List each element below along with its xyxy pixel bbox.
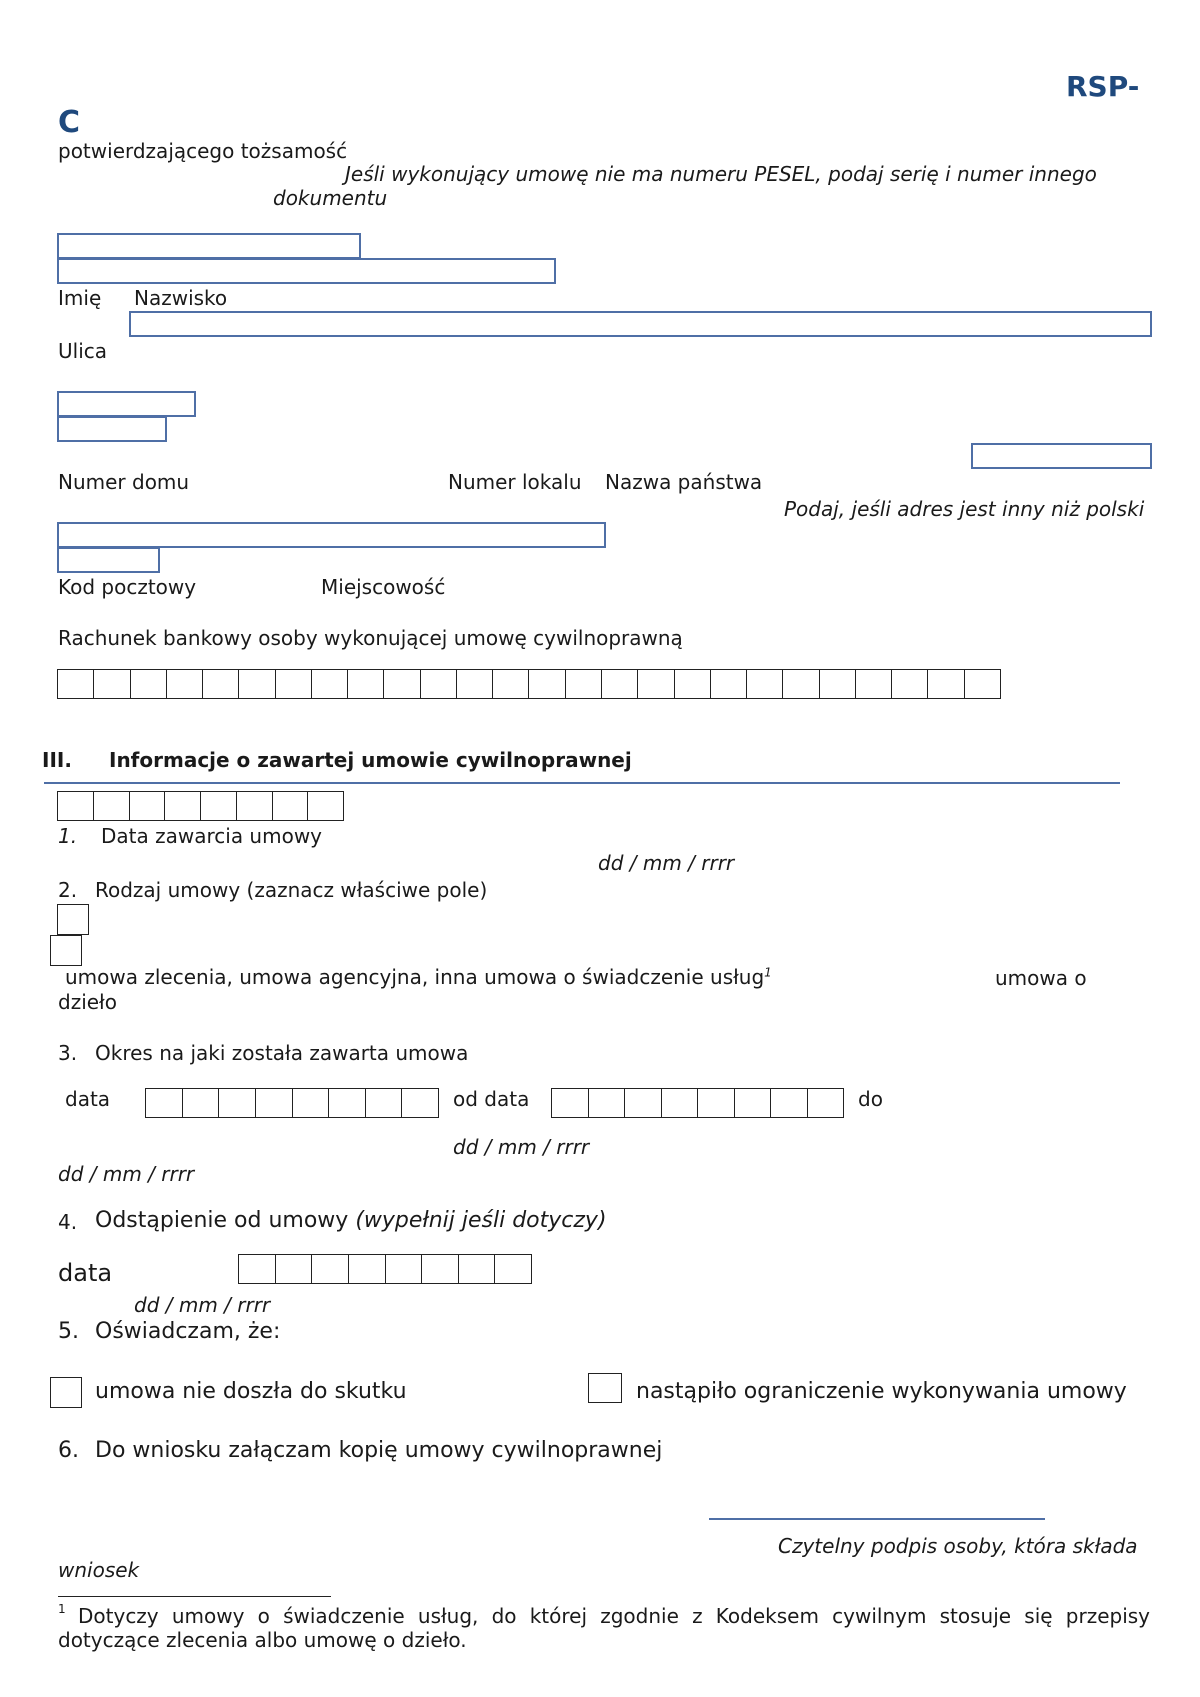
digit-cell[interactable] — [495, 1254, 532, 1284]
digit-cell[interactable] — [366, 1088, 403, 1118]
period-end-format: dd / mm / rrrr — [453, 1135, 590, 1159]
footnote-mark: 1 — [58, 1602, 66, 1616]
period-start-format: dd / mm / rrrr — [58, 1162, 195, 1186]
digit-cell[interactable] — [219, 1088, 256, 1118]
bank-account-cells[interactable] — [57, 669, 1001, 699]
limitation-checkbox[interactable] — [588, 1373, 622, 1403]
item6-label: Do wniosku załączam kopię umowy cywilnoprawnej — [95, 1438, 663, 1463]
digit-cell[interactable] — [239, 669, 275, 699]
country-field[interactable] — [57, 522, 606, 548]
digit-cell[interactable] — [625, 1088, 662, 1118]
digit-cell[interactable] — [735, 1088, 772, 1118]
digit-cell[interactable] — [566, 669, 602, 699]
digit-cell[interactable] — [293, 1088, 330, 1118]
withdrawal-date-label: data — [58, 1259, 113, 1287]
digit-cell[interactable] — [308, 791, 344, 821]
digit-cell[interactable] — [747, 669, 783, 699]
first-name-field[interactable] — [57, 258, 556, 284]
digit-cell[interactable] — [892, 669, 928, 699]
digit-cell[interactable] — [928, 669, 964, 699]
footnote-line2: dotyczące zlecenia albo umowę o dzieło. — [58, 1628, 467, 1652]
digit-cell[interactable] — [602, 669, 638, 699]
digit-cell[interactable] — [348, 669, 384, 699]
postal-code-label: Kod pocztowy — [58, 575, 197, 599]
digit-cell[interactable] — [638, 669, 674, 699]
bank-account-label: Rachunek bankowy osoby wykonującej umowę cywilnoprawną — [58, 626, 683, 650]
contract-type-option1 — [65, 965, 772, 989]
item3-label: Okres na jaki została zawarta umowa — [95, 1041, 469, 1065]
identity-doc-label: potwierdzającego tożsamość — [58, 139, 348, 163]
digit-cell[interactable] — [94, 669, 130, 699]
city-label: Miejscowość — [321, 575, 446, 599]
item2-label: Rodzaj umowy (zaznacz właściwe pole) — [95, 878, 488, 902]
digit-cell[interactable] — [783, 669, 819, 699]
not-effective-checkbox[interactable] — [50, 1377, 82, 1408]
postal-code-field[interactable] — [57, 547, 160, 573]
digit-cell[interactable] — [273, 791, 309, 821]
item5-number: 5. — [58, 1319, 79, 1344]
digit-cell[interactable] — [312, 669, 348, 699]
identity-doc-field[interactable] — [57, 233, 361, 259]
digit-cell[interactable] — [386, 1254, 423, 1284]
period-start-label: data — [65, 1087, 111, 1111]
digit-cell[interactable] — [276, 1254, 313, 1284]
digit-cell[interactable] — [698, 1088, 735, 1118]
footnote-line1: Dotyczy umowy o świadczenie usług, do której zgodnie z Kodeksem cywilnym stosuje się przepisy — [78, 1604, 1150, 1628]
digit-cell[interactable] — [256, 1088, 293, 1118]
item6-number: 6. — [58, 1438, 79, 1463]
first-name-label: Imię — [58, 286, 102, 310]
identity-note-line1: Jeśli wykonujący umowę nie ma numeru PESEL, podaj serię i numer innego — [345, 162, 1097, 186]
digit-cell[interactable] — [58, 669, 94, 699]
contract-type-option2-part1: umowa o — [995, 966, 1087, 990]
digit-cell[interactable] — [94, 791, 130, 821]
digit-cell[interactable] — [349, 1254, 386, 1284]
footnote-separator — [58, 1596, 331, 1597]
limitation-label: nastąpiło ograniczenie wykonywania umowy — [636, 1379, 1127, 1404]
country-note: Podaj, jeśli adres jest inny niż polski — [784, 497, 1145, 521]
period-end-cells[interactable] — [551, 1088, 844, 1118]
digit-cell[interactable] — [203, 669, 239, 699]
section-divider — [44, 782, 1120, 784]
item1-label: Data zawarcia umowy — [101, 824, 323, 848]
digit-cell[interactable] — [130, 791, 166, 821]
street-label: Ulica — [58, 339, 108, 363]
not-effective-label: umowa nie doszła do skutku — [95, 1379, 407, 1404]
signature-caption-line1: Czytelny podpis osoby, która składa — [778, 1534, 1138, 1558]
item5-label: Oświadczam, że: — [95, 1319, 281, 1344]
item4-label: Odstąpienie od umowy — [95, 1208, 349, 1233]
item1-number: 1. — [58, 824, 78, 848]
period-start-cells[interactable] — [145, 1088, 439, 1118]
item4-hint: (wypełnij jeśli dotyczy) — [355, 1208, 607, 1233]
period-od-data-label: od data — [453, 1087, 530, 1111]
digit-cell[interactable] — [201, 791, 237, 821]
contract-type-checkbox-1[interactable] — [57, 904, 89, 935]
digit-cell[interactable] — [422, 1254, 459, 1284]
form-code-part1: RSP- — [1066, 70, 1140, 103]
section-title: Informacje o zawartej umowie cywilnoprawnej — [109, 748, 632, 772]
apartment-number-label: Numer lokalu — [448, 470, 582, 494]
digit-cell[interactable] — [421, 669, 457, 699]
item2-number: 2. — [58, 878, 78, 902]
digit-cell[interactable] — [529, 669, 565, 699]
country-label: Nazwa państwa — [605, 470, 763, 494]
item3-number: 3. — [58, 1041, 78, 1065]
digit-cell[interactable] — [384, 669, 420, 699]
contract-type-option2-part2: dzieło — [58, 990, 117, 1014]
house-number-field[interactable] — [57, 416, 167, 442]
digit-cell[interactable] — [237, 791, 273, 821]
digit-cell[interactable] — [58, 791, 94, 821]
apartment-number-field[interactable] — [971, 443, 1152, 469]
digit-cell[interactable] — [662, 1088, 699, 1118]
digit-cell[interactable] — [183, 1088, 220, 1118]
digit-cell[interactable] — [165, 791, 201, 821]
last-name-field[interactable] — [129, 311, 1152, 337]
digit-cell[interactable] — [146, 1088, 183, 1118]
contract-type-option1-text: umowa zlecenia, umowa agencyjna, inna umowa o świadczenie usług — [65, 965, 765, 989]
digit-cell[interactable] — [711, 669, 747, 699]
house-number-label: Numer domu — [58, 470, 190, 494]
item4-label-group — [95, 1208, 607, 1233]
digit-cell[interactable] — [167, 669, 203, 699]
digit-cell[interactable] — [402, 1088, 439, 1118]
withdrawal-date-cells[interactable] — [238, 1254, 532, 1284]
footnote-ref: 1 — [764, 965, 772, 980]
signature-line — [709, 1518, 1045, 1520]
digit-cell[interactable] — [820, 669, 856, 699]
form-code-part2: C — [58, 105, 81, 140]
contract-type-checkbox-2[interactable] — [50, 935, 82, 966]
digit-cell[interactable] — [589, 1088, 626, 1118]
identity-note-line2: dokumentu — [273, 186, 388, 210]
digit-cell[interactable] — [131, 669, 167, 699]
digit-cell[interactable] — [675, 669, 711, 699]
digit-cell[interactable] — [459, 1254, 496, 1284]
item1-date-format: dd / mm / rrrr — [598, 851, 735, 875]
digit-cell[interactable] — [276, 669, 312, 699]
last-name-label: Nazwisko — [134, 286, 228, 310]
signature-caption-line2: wniosek — [58, 1558, 140, 1582]
digit-cell[interactable] — [965, 669, 1001, 699]
digit-cell[interactable] — [239, 1254, 276, 1284]
street-field[interactable] — [57, 391, 196, 417]
digit-cell[interactable] — [493, 669, 529, 699]
digit-cell[interactable] — [808, 1088, 845, 1118]
item4-number: 4. — [58, 1210, 78, 1234]
section-number: III. — [42, 748, 72, 772]
digit-cell[interactable] — [329, 1088, 366, 1118]
withdrawal-date-format: dd / mm / rrrr — [134, 1293, 271, 1317]
digit-cell[interactable] — [552, 1088, 589, 1118]
digit-cell[interactable] — [856, 669, 892, 699]
digit-cell[interactable] — [771, 1088, 808, 1118]
digit-cell[interactable] — [457, 669, 493, 699]
period-to-label: do — [858, 1087, 883, 1111]
digit-cell[interactable] — [312, 1254, 349, 1284]
contract-date-cells[interactable] — [57, 791, 344, 821]
